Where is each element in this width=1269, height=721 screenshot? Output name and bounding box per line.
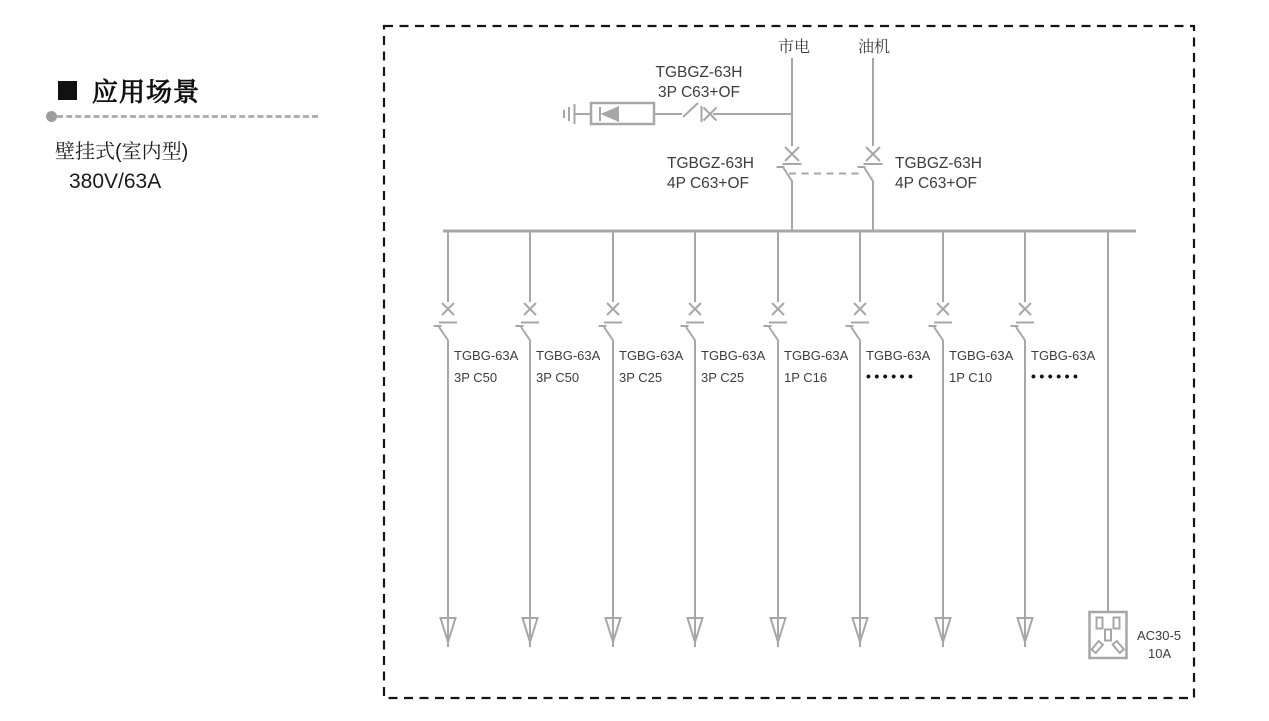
feeder-6-model: TGBG-63A — [866, 348, 931, 363]
feeder-8-spec: •••••• — [1031, 368, 1082, 384]
mount-type-label: 壁挂式(室内型) — [55, 141, 189, 163]
socket-icon — [1090, 612, 1127, 658]
feeder-4-spec: 3P C25 — [701, 370, 745, 385]
mains-source-label: 市电 — [777, 39, 811, 56]
feeder-7-spec: 1P C10 — [949, 370, 993, 385]
feeder-symbol-1 — [434, 231, 458, 647]
spd-breaker-spec: 3P C63+OF — [658, 84, 740, 101]
feeder-5-spec: 1P C16 — [784, 370, 828, 385]
spd-breaker-model: TGBGZ-63H — [655, 64, 743, 81]
feeder-3-spec: 3P C25 — [619, 370, 663, 385]
socket-rating: 10A — [1148, 646, 1172, 661]
socket-model: AC30-5 — [1137, 628, 1182, 643]
feeder-symbol-6 — [846, 231, 870, 647]
feeder-2-spec: 3P C50 — [536, 370, 580, 385]
feeder-symbol-8 — [1011, 231, 1035, 647]
page-title: 应用场景 — [92, 77, 201, 107]
mains-incomer-model: TGBGZ-63H — [667, 155, 754, 172]
feeder-6-spec: •••••• — [866, 368, 917, 384]
spd-breaker-blade — [683, 103, 698, 117]
mains-incomer-breaker — [777, 58, 802, 231]
generator-source-label: 油机 — [857, 39, 891, 56]
generator-incomer-model: TGBGZ-63H — [895, 155, 982, 172]
feeder-2-model: TGBG-63A — [536, 348, 601, 363]
spd-branch — [564, 103, 792, 124]
rating-label: 380V/63A — [69, 170, 162, 193]
feeder-symbol-5 — [764, 231, 788, 647]
generator-incomer-breaker — [858, 58, 883, 231]
feeder-symbol-7 — [929, 231, 953, 647]
feeder-8-model: TGBG-63A — [1031, 348, 1096, 363]
socket-feeder — [1090, 231, 1127, 658]
feeder-4-model: TGBG-63A — [701, 348, 766, 363]
feeder-5-model: TGBG-63A — [784, 348, 849, 363]
feeder-symbol-4 — [681, 231, 705, 647]
feeder-3-model: TGBG-63A — [619, 348, 684, 363]
feeder-1-spec: 3P C50 — [454, 370, 498, 385]
feeder-7-model: TGBG-63A — [949, 348, 1014, 363]
mains-incomer-spec: 4P C63+OF — [667, 175, 749, 192]
feeder-1-model: TGBG-63A — [454, 348, 519, 363]
feeder-symbol-2 — [516, 231, 540, 647]
feeder-symbol-3 — [599, 231, 623, 647]
generator-incomer-spec: 4P C63+OF — [895, 175, 977, 192]
